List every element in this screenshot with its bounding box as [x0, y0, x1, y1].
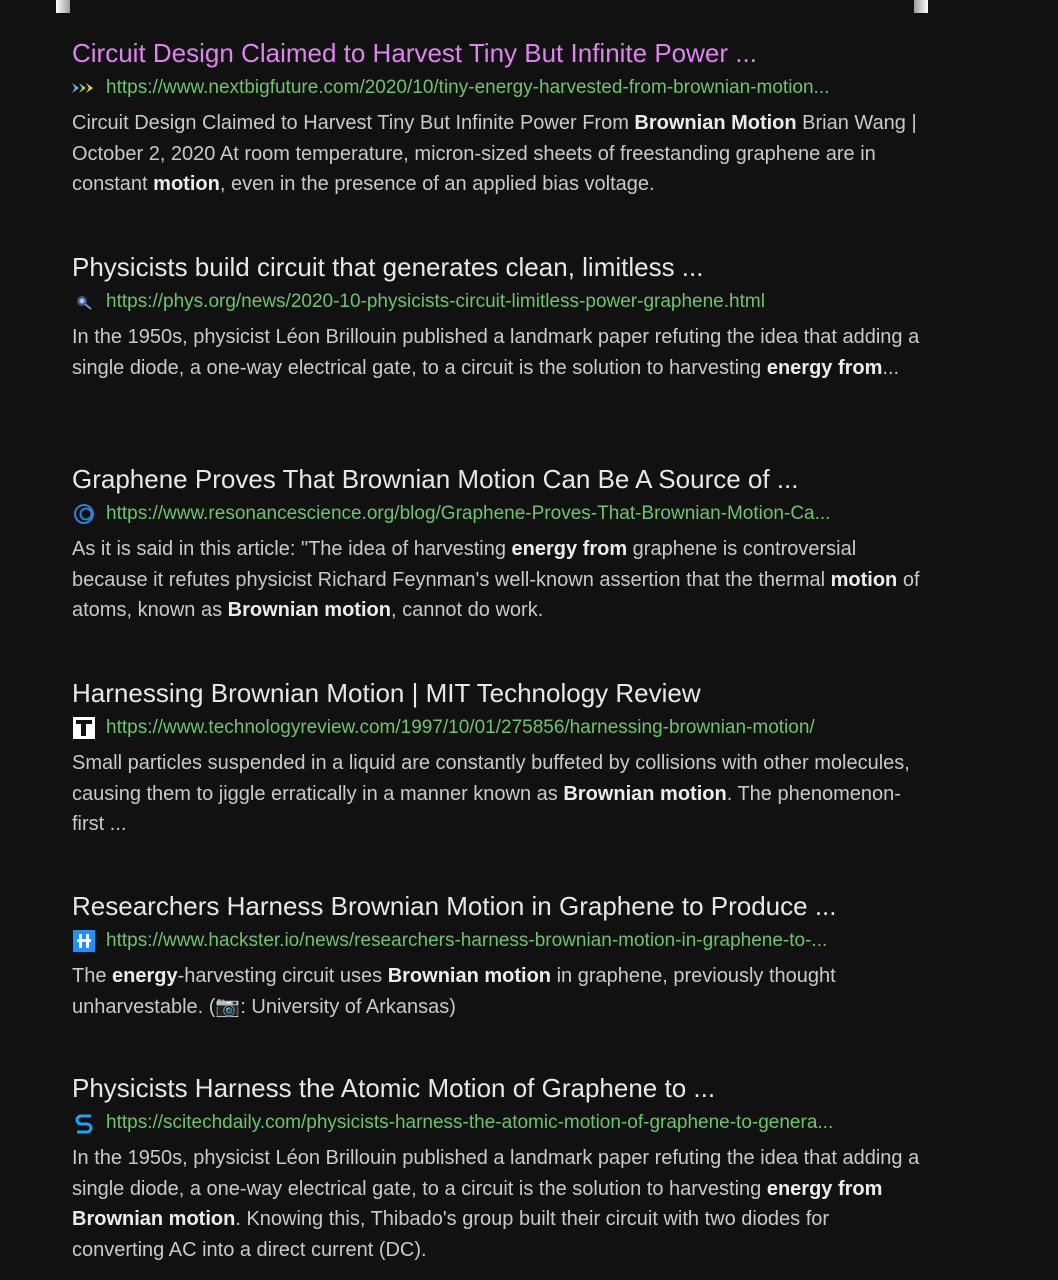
result-title-link[interactable]: Physicists Harness the Atomic Motion of Graphene to ...: [72, 1073, 716, 1103]
result-title-link[interactable]: Circuit Design Claimed to Harvest Tiny But Infinite Power ...: [72, 38, 757, 68]
result-url-row: [72, 714, 922, 742]
result-url-row: [72, 74, 922, 102]
snippet-text: of atoms, known as: [72, 568, 920, 621]
snippet-text: Small particles suspended in a liquid are constantly buffeted by collisions with other molecules, causing them to jiggle erratically in a manner known as: [72, 752, 910, 805]
search-result: [72, 889, 922, 1022]
search-result: [72, 36, 922, 200]
scroll-edge-left: [56, 0, 70, 13]
search-result: [72, 250, 922, 383]
snippet-text: As it is said in this article: "The idea of harvesting: [72, 538, 512, 560]
result-snippet: [72, 961, 922, 1022]
scroll-edge-right: [914, 0, 928, 13]
technology-review-icon: [72, 716, 96, 740]
result-url[interactable]: https://www.hackster.io/news/researchers-harness-brownian-motion-in-graphene-to-...: [106, 930, 828, 951]
snippet-text: graphene is controversial because it refutes physicist Richard Feynman's well-known assertion that the thermal: [72, 538, 857, 591]
snippet-text: In the 1950s, physicist Léon Brillouin published a landmark paper refuting the idea that adding a single diode, a one-way electrical gate, to a circuit is the solution to harvesting: [72, 326, 920, 379]
result-title-link[interactable]: Physicists build circuit that generates clean, limitless ...: [72, 252, 704, 282]
result-url-row: [72, 927, 922, 955]
snippet-highlight: Brownian Motion: [634, 112, 797, 134]
snippet-highlight: energy from: [766, 356, 883, 379]
scitechdaily-icon: [72, 1111, 96, 1135]
result-snippet: [72, 108, 922, 200]
snippet-highlight: Brownian motion: [387, 965, 552, 987]
result-url-row: [72, 1109, 922, 1137]
hackster-icon: [72, 929, 96, 953]
result-url-row: [72, 500, 922, 528]
snippet-highlight: energy from: [511, 538, 628, 560]
snippet-text: In the 1950s, physicist Léon Brillouin published a landmark paper refuting the idea that adding a single diode, a one-way electrical gate, to a circuit is the solution to harvesting: [72, 1147, 920, 1200]
result-snippet: [72, 534, 922, 626]
result-url[interactable]: https://www.resonancescience.org/blog/Graphene-Proves-That-Brownian-Motion-Ca...: [106, 503, 831, 524]
resonance-science-icon: [72, 502, 96, 526]
snippet-highlight: energy from Brownian motion: [72, 1177, 883, 1230]
snippet-text: Brian Wang | October 2, 2020 At room temperature, micron-sized sheets of freestanding graphene are in constant: [72, 112, 917, 195]
result-title-link[interactable]: Graphene Proves That Brownian Motion Can Be A Source of ...: [72, 464, 799, 494]
snippet-highlight: Brownian motion: [563, 782, 727, 805]
result-url[interactable]: https://phys.org/news/2020-10-physicists-circuit-limitless-power-graphene.html: [106, 291, 765, 312]
result-url[interactable]: https://www.technologyreview.com/1997/10/01/275856/harnessing-brownian-motion/: [106, 717, 815, 738]
snippet-text: Circuit Design Claimed to Harvest Tiny But Infinite Power From: [72, 112, 635, 134]
search-result: [72, 462, 922, 626]
snippet-text: -harvesting circuit uses: [177, 965, 388, 987]
result-snippet: [72, 322, 922, 383]
snippet-highlight: energy: [112, 965, 178, 987]
snippet-text: , cannot do work.: [390, 599, 544, 621]
snippet-highlight: motion: [153, 173, 220, 195]
snippet-highlight: Brownian motion: [227, 599, 391, 621]
snippet-text: . The phenomenon-first ...: [72, 782, 901, 835]
physorg-icon: [72, 290, 96, 314]
search-result: [72, 1071, 922, 1265]
search-result: [72, 676, 922, 840]
result-url[interactable]: https://scitechdaily.com/physicists-harness-the-atomic-motion-of-graphene-to-genera...: [106, 1112, 834, 1133]
snippet-text: in graphene, previously thought unharvestable. (📷: University of Arkansas): [72, 965, 836, 1018]
result-url-row: [72, 288, 922, 316]
snippet-text: The: [72, 965, 113, 987]
result-snippet: [72, 748, 922, 840]
result-snippet: [72, 1143, 922, 1265]
result-url[interactable]: https://www.nextbigfuture.com/2020/10/tiny-energy-harvested-from-brownian-motion...: [106, 77, 830, 98]
snippet-highlight: motion: [830, 568, 898, 591]
snippet-text: , even in the presence of an applied bias voltage.: [219, 173, 655, 195]
result-title-link[interactable]: Researchers Harness Brownian Motion in Graphene to Produce ...: [72, 891, 837, 921]
nextbigfuture-arrows-icon: [72, 76, 96, 100]
result-title-link[interactable]: Harnessing Brownian Motion | MIT Technology Review: [72, 678, 701, 708]
snippet-text: ...: [882, 356, 900, 379]
snippet-text: . Knowing this, Thibado's group built their circuit with two diodes for converting AC into a direct current (DC).: [72, 1208, 830, 1261]
